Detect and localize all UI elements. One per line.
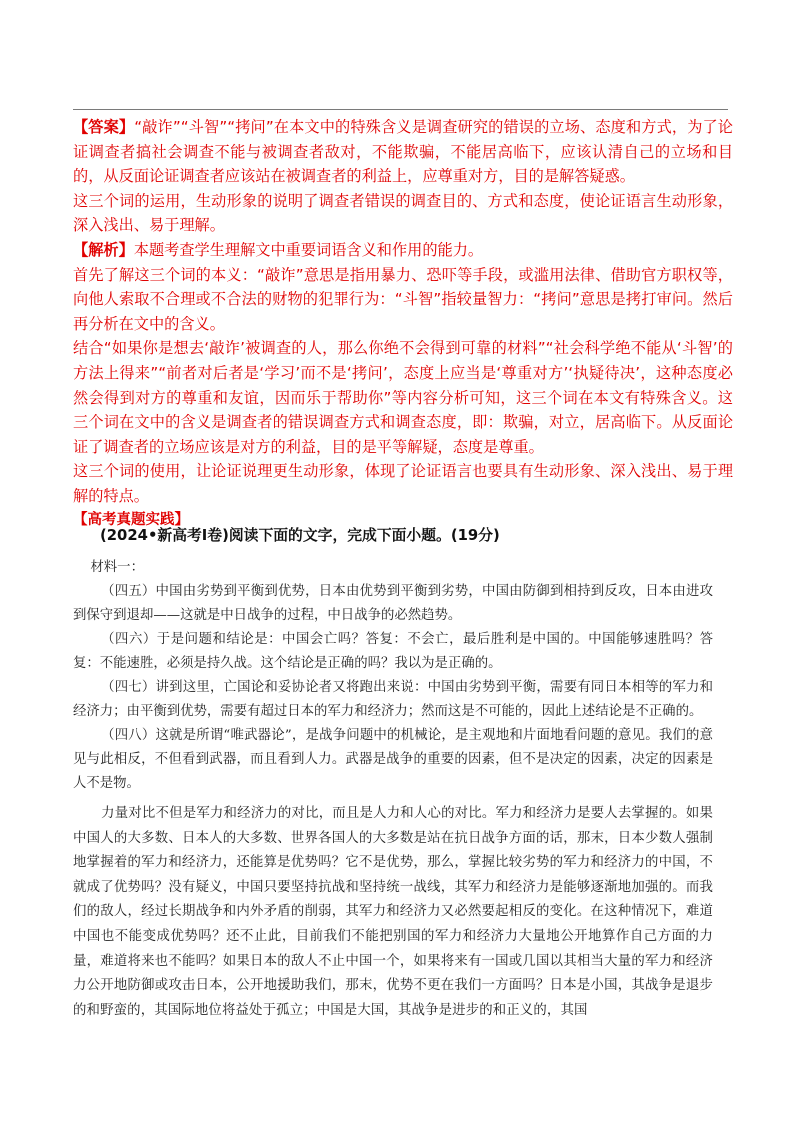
material-paragraph-45: （四五）中国由劣势到平衡到优势，日本由优势到平衡到劣势，中国由防御到相持到反攻，日本由进攻到保守到退却——这就是中日战争的过程，中日战争的必然趋势。: [73, 584, 713, 623]
answer-text: “敲诈”“斗智”“拷问”在本文中的特殊含义是调查研究的错误的立场、态度和方式，为了论证调查者搞社会调查不能与被调查者敌对，不能欺骗，不能居高临下，应该认清自己的立场和目的，从反面论证调查者应该站在被调查者的利益上，应尊重对方，目的是解答疑惑。: [73, 118, 733, 186]
answer-paragraph-2: 这三个词的运用，生动形象的说明了调查者错误的调查目的、方式和态度，使论证语言生动形象，深入浅出、易于理解。: [73, 191, 733, 235]
material-paragraph-46: （四六）于是问题和结论是：中国会亡吗？答复：不会亡，最后胜利是中国的。中国能够速胜吗？答复：不能速胜，必须是持久战。这个结论是正确的吗？我以为是正确的。: [73, 632, 713, 671]
material-paragraph-47: （四七）讲到这里，亡国论和妥协论者又将跑出来说：中国由劣势到平衡，需要有同日本相等的军力和经济力；由平衡到优势，需要有超过日本的军力和经济力；然而这是不可能的，因此上述结论是不正确的。: [73, 680, 713, 719]
material-paragraph-48: （四八）这就是所谓“唯武器论”，是战争问题中的机械论，是主观地和片面地看问题的意见。我们的意见与此相反，不但看到武器，而且看到人力。武器是战争的重要的因素，但不是决定的因素，决定的因素是人不是物。: [73, 728, 713, 791]
section-title: 【高考真题实践】: [73, 512, 189, 528]
analysis-tag: 【解析】: [73, 240, 134, 259]
answer-block: [73, 115, 733, 509]
material-label: 材料一：: [90, 560, 144, 575]
reading-material: [73, 556, 713, 1023]
answer-paragraph: [73, 115, 733, 189]
material-body-paragraph: 力量对比不但是军力和经济力的对比，而且是人力和人心的对比。军力和经济力是要人去掌握的。如果中国人的大多数、日本人的大多数、世界各国人的大多数是站在抗日战争方面的话，那末，日本少数人强制地掌握着的军力和经济力，还能算是优势吗？它不是优势，那么，掌握比较劣势的军力和经济力的中国，不就成了优势吗？没有疑义，中国只要坚持抗战和坚持统一战线，其军力和经济力是能够逐渐地加强的。而我们的敌人，经过长期战争和内外矛盾的削弱，其军力和经济力又必然要起相反的变化。在这种情况下，难道中国也不能变成优势吗？还不止此，目前我们不能把别国的军力和经济力大量地公开地算作自己方面的力量，难道将来也不能吗？如果日本的敌人不止中国一个，如果将来有一国或几国以其相当大量的军力和经济力公开地防御或攻击日本，公开地援助我们，那末，优势不更在我们一方面吗？日本是小国，其战争是退步的和野蛮的，其国际地位将益处于孤立；中国是大国，其战争是进步的和正义的，其国: [73, 806, 713, 1018]
analysis-paragraph: [73, 238, 733, 263]
question-prompt: (2024•新高考Ⅰ卷)阅读下面的文字，完成下面小题。(19分): [100, 527, 500, 544]
top-divider: [73, 109, 728, 110]
analysis-text: 本题考查学生理解文中重要词语含义和作用的能力。: [133, 240, 484, 259]
answer-tag: 【答案】: [73, 118, 135, 136]
analysis-paragraph-3: 这三个词的使用，让论证说理更生动形象，体现了论证语言也要具有生动形象、深入浅出、易于理解的特点。: [73, 462, 733, 505]
analysis-paragraph-2: 结合“如果你是想去‘敲诈’被调查的人，那么你绝不会得到可靠的材料”“社会科学绝不能从‘斗智’的方法上得来”“前者对后者是‘学习’而不是‘拷问’，态度上应当是‘尊重对方’‘执疑待决’，这种态度必然会得到对方的尊重和友谊，因而乐于帮助你”等内容分析可知，这三个词在本文有特殊含义。这三个词在文中的含义是调查者的错误调查方式和调查态度，即：欺骗，对立，居高临下。从反面论证了调查者的立场应该是对方的利益，目的是平等解疑，态度是尊重。: [73, 339, 733, 456]
analysis-paragraph-1: 首先了解这三个词的本义：“敲诈”意思是指用暴力、恐吓等手段，或滥用法律、借助官方职权等，向他人索取不合理或不合法的财物的犯罪行为：“斗智”指较量智力：“拷问”意思是拷打审问。然后再分析在文中的含义。: [73, 265, 733, 333]
